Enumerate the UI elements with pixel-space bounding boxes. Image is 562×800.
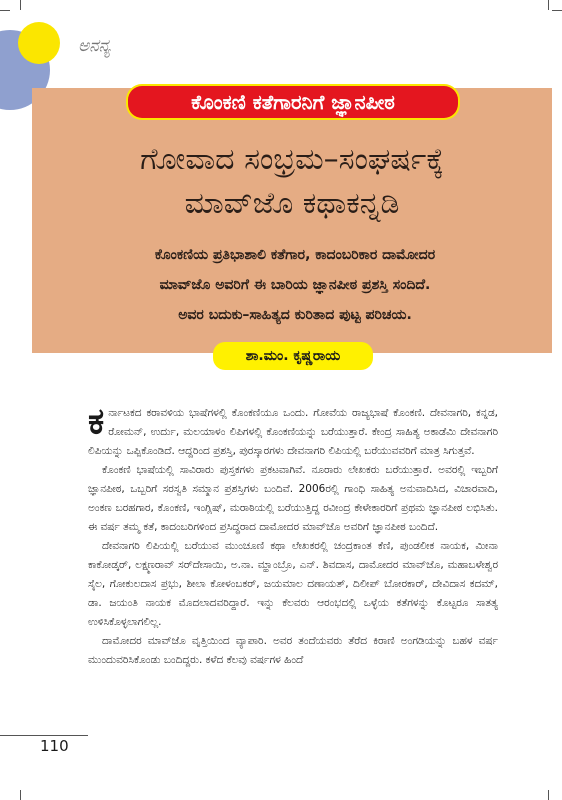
paragraph: ದೇವನಾಗರಿ ಲಿಪಿಯಲ್ಲಿ ಬರೆಯುವ ಮುಂಚೂಣಿ ಕಥಾ ಲೇಖಕರಲ್ಲಿ ಚಂದ್ರಕಾಂತ ಕೆಣಿ, ಪುಂಡಲೀಕ ನಾಯಕ, ಮೀನಾ ಕಾಕೋಡ್ಕರ್, ಲಕ್ಷ್ಮಣರಾವ್ ಸರ್‌ದೇಸಾಯಿ, ಅ.ನಾ. ಮ್ಹಾಂಬ್ರೊ, ಎನ್. ಶಿವದಾಸ, ದಾಮೋದರ ಮಾವ್‌ಜೊ, ಮಹಾಬಳೇಶ್ವರ ಸೈಲ, ಗೋಕುಲದಾಸ ಪ್ರಭು, ಶೀಲಾ ಕೋಳಂಬಕರ್, ಜಯಮಾಲ ದಣಾಯತ್, ದಿಲೀಪ್ ಬೋರಕಾರ್, ದೇವಿದಾಸ ಕದಮ್, ಡಾ. ಜಯಂತಿ ನಾಯಕ ಮೊದಲಾದವರಿದ್ದಾರೆ. ಇನ್ನು ಕೆಲವರು ಆರಂಭದಲ್ಲಿ ಒಳ್ಳೆಯ ಕತೆಗಳನ್ನು ಕೊಟ್ಟರೂ ಸಾತತ್ಯ ಉಳಿಸಿಕೊಳ್ಳಲಾಗಲಿಲ್ಲ. bbox=[88, 540, 498, 628]
crop-mark bbox=[0, 10, 10, 11]
category-banner: ಕೊಂಕಣಿ ಕತೆಗಾರನಿಗೆ ಜ್ಞಾನಪೀಠ bbox=[128, 86, 458, 118]
paragraph-text: ರ್ನಾಟಕದ ಕರಾವಳಿಯ ಭಾಷೆಗಳಲ್ಲಿ ಕೊಂಕಣಿಯೂ ಒಂದು. ಗೋವೆಯ ರಾಜ್ಯಭಾಷೆ ಕೊಂಕಣಿ. ದೇವನಾಗರಿ, ಕನ್ನಡ, ರೋಮನ್, ಉರ್ದು, ಮಲಯಾಳಂ ಲಿಪಿಗಳಲ್ಲಿ ಕೊಂಕಣಿಯನ್ನು ಬರೆಯುತ್ತಾರೆ. ಕೇಂದ್ರ ಸಾಹಿತ್ಯ ಅಕಾಡೆಮಿ ದೇವನಾಗರಿ ಲಿಪಿಯನ್ನು ಒಪ್ಪಿಕೊಂಡಿದೆ. ಆದ್ದರಿಂದ ಪ್ರಶಸ್ತಿ, ಪುರಸ್ಕಾರಗಳು ದೇವನಾಗರಿ ಲಿಪಿಯಲ್ಲಿ ಬರೆಯುವವರಿಗೆ ಮಾತ್ರ ಸಿಗುತ್ತವೆ. bbox=[88, 407, 498, 457]
section-label: ಅನನ್ಯ bbox=[78, 36, 111, 56]
headline-line-1: ಗೋವಾದ ಸಂಭ್ರಮ–ಸಂಘರ್ಷಕ್ಕೆ bbox=[140, 142, 444, 177]
lead-line-3: ಅವರ ಬದುಕು–ಸಾಹಿತ್ಯದ ಕುರಿತಾದ ಪುಟ್ಟ ಪರಿಚಯ. bbox=[178, 307, 412, 323]
paragraph bbox=[88, 401, 498, 461]
decorative-circle bbox=[18, 22, 60, 64]
crop-mark bbox=[20, 790, 21, 800]
drop-cap: ಕ bbox=[88, 401, 105, 442]
headline-line-2: ಮಾವ್‌ಜೊ ಕಥಾಕನ್ನಡಿ bbox=[184, 186, 400, 221]
author-byline: ಶಾ.ಮಂ. ಕೃಷ್ಣರಾಯ bbox=[213, 342, 373, 370]
crop-mark bbox=[548, 0, 549, 10]
paragraph: ದಾಮೋದರ ಮಾವ್‌ಜೊ ವೃತ್ತಿಯಿಂದ ವ್ಯಾಪಾರಿ. ಅವರ ತಂದೆಯವರು ತೆರೆದ ಕಿರಾಣಿ ಅಂಗಡಿಯನ್ನು ಬಹಳ ವರ್ಷ ಮುಂದುವರಿಸಿಕೊಂಡು ಬಂದಿದ್ದರು. ಕಳೆದ ಕೆಲವು ವರ್ಷಗಳ ಹಿಂದೆ bbox=[88, 635, 498, 666]
footer-rule bbox=[0, 735, 88, 736]
crop-mark bbox=[20, 0, 21, 10]
paragraph: ಕೊಂಕಣಿ ಭಾಷೆಯಲ್ಲಿ ಸಾವಿರಾರು ಪುಸ್ತಕಗಳು ಪ್ರಕಟವಾಗಿವೆ. ನೂರಾರು ಲೇಖಕರು ಬರೆಯುತ್ತಾರೆ. ಅವರಲ್ಲಿ ಇಬ್ಬರಿಗೆ ಜ್ಞಾನಪೀಠ, ಒಬ್ಬರಿಗೆ ಸರಸ್ವತಿ ಸಮ್ಮಾನ ಪ್ರಶಸ್ತಿಗಳು ಬಂದಿವೆ. 2006ರಲ್ಲಿ ಗಾಂಧಿ ಸಾಹಿತ್ಯ ಅನುವಾದಿಸಿದ, ವಿಚಾರವಾದಿ, ಅಂಕಣ ಬರಹಗಾರ, ಕೊಂಕಣಿ, ಇಂಗ್ಲಿಷ್, ಮರಾಠಿಯಲ್ಲಿ ಬರೆಯುತ್ತಿದ್ದ ರವೀಂದ್ರ ಕೇಳೇಕಾರರಿಗೆ ಪ್ರಥಮ ಜ್ಞಾನಪೀಠ ಲಭಿಸಿತು. ಈ ವರ್ಷ ತಮ್ಮ ಕತೆ, ಕಾದಂಬರಿಗಳಿಂದ ಪ್ರಸಿದ್ಧರಾದ ದಾಮೋದರ ಮಾವ್‌ಜೊ ಅವರಿಗೆ ಜ್ಞಾನಪೀಠ ಬಂದಿದೆ. bbox=[88, 464, 498, 533]
lead-line-2: ಮಾವ್‌ಜೊ ಅವರಿಗೆ ಈ ಬಾರಿಯ ಜ್ಞಾನಪೀಠ ಪ್ರಶಸ್ತಿ ಸಂದಿದೆ. bbox=[159, 277, 431, 293]
article-body bbox=[88, 401, 498, 670]
page-number: 110 bbox=[40, 737, 69, 755]
lead-line-1: ಕೊಂಕಣಿಯ ಪ್ರತಿಭಾಶಾಲಿ ಕತೆಗಾರ, ಕಾದಂಬರಿಕಾರ ದಾಮೋದರ bbox=[154, 247, 436, 263]
crop-mark bbox=[552, 10, 562, 11]
crop-mark bbox=[548, 790, 549, 800]
